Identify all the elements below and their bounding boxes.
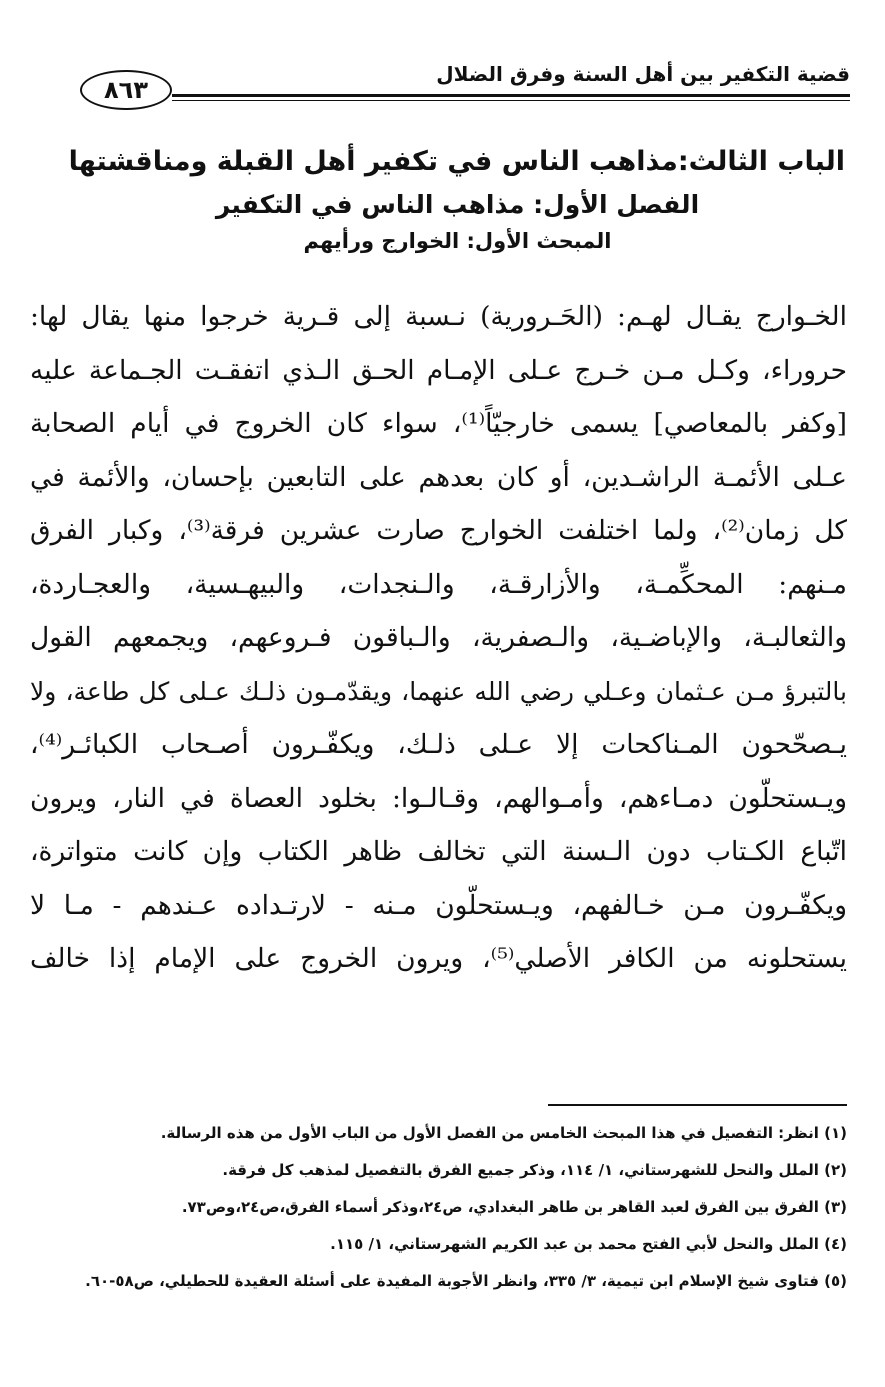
chapter-heading: الباب الثالث:مذاهب الناس في تكفير أهل القبلة ومناقشتها: [68, 146, 845, 177]
header-rule-thick: [172, 94, 850, 97]
footnote: (٤) الملل والنحل لأبي الفتح محمد بن عبد الكريم الشهرستاني، ١/ ١١٥.: [330, 1235, 847, 1253]
footnotes: [40, 1115, 847, 1300]
footnote-separator: [548, 1104, 847, 1106]
body-line: مـنهم: المحكِّمـة، والأزارقـة، والـنجدات، والبيهـسية، والعجـاردة،: [30, 568, 847, 600]
body-line: [وكفر بالمعاصي] يسمى خارجيّاً⁽¹⁾، سواء كان الخروج في أيام الصحابة: [30, 408, 847, 439]
body-line: ويكفّـرون مـن خـالفهم، ويـستحلّون مـنه - لارتـداده عـندهم - مـا لا: [30, 889, 847, 921]
header-rule-thin: [172, 100, 850, 101]
footnote: (١) انظر: التفصيل في هذا المبحث الخامس من الفصل الأول من الباب الأول من هذه الرسالة.: [160, 1124, 847, 1142]
body-line: والثعالبـة، والإباضـية، والـصفرية، والـباقون فـروعهم، ويجمعهم القول: [30, 622, 847, 653]
footnote: (٣) الفرق بين الفرق لعبد القاهر بن طاهر البغدادي، ص٢٤،وذكر أسماء الفرق،ص٢٤،وص٧٣.: [181, 1198, 847, 1216]
body-text: [30, 290, 847, 986]
running-header: [80, 62, 850, 112]
book-title: قضية التكفير بين أهل السنة وفرق الضلال: [436, 62, 850, 86]
footnote: (٥) فتاوى شيخ الإسلام ابن تيمية، ٣/ ٣٣٥، وانظر الأجوبة المفيدة على أسئلة العقيدة للحطيلي، ص٥٨-٦٠.: [85, 1272, 847, 1290]
body-line: عـلى الأئمـة الراشـدين، أو كان بعدهم على التابعين بإحسان، والأئمة في: [30, 461, 847, 493]
headings: [70, 138, 845, 258]
body-line: يـصحّحون المـناكحات إلا عـلى ذلـك، ويكفّـرون أصـحاب الكبائـر⁽⁴⁾،: [30, 729, 847, 760]
body-line: ويـستحلّون دمـاءهم، وأمـوالهم، وقـالـوا: بخلود العصاة في النار، ويرون: [30, 782, 847, 814]
topic-heading: المبحث الأول: الخوارج ورأيهم: [303, 229, 612, 253]
body-line: يستحلونه من الكافر الأصلي⁽⁵⁾، ويرون الخروج على الإمام إذا خالف: [30, 943, 847, 974]
body-line: كل زمان⁽²⁾، ولما اختلفت الخوارج صارت عشرين فرقة⁽³⁾، وكبار الفرق: [30, 515, 847, 546]
body-line: حروراء، وكـل مـن خـرج عـلى الإمـام الحـق الـذي اتفقـت الجـماعة عليه: [30, 354, 847, 386]
section-heading: الفصل الأول: مذاهب الناس في التكفير: [215, 190, 700, 219]
page-number: ٨٦٣: [80, 70, 172, 110]
body-line: اتّباع الكـتاب دون الـسنة التي تخالف ظاهر الكتاب وإن كانت متواترة،: [30, 836, 847, 867]
body-line: الخـوارج يقـال لهـم: (الحَـرورية) نـسبة إلى قـرية خرجوا منها يقال لها:: [30, 301, 847, 332]
footnote: (٢) الملل والنحل للشهرستاني، ١/ ١١٤، وذكر جميع الفرق بالتفصيل لمذهب كل فرقة.: [222, 1161, 847, 1179]
body-line: بالتبرؤ مـن عـثمان وعـلي رضي الله عنهما، ويقدّمـون ذلـك عـلى كل طاعة، ولا: [30, 676, 847, 706]
